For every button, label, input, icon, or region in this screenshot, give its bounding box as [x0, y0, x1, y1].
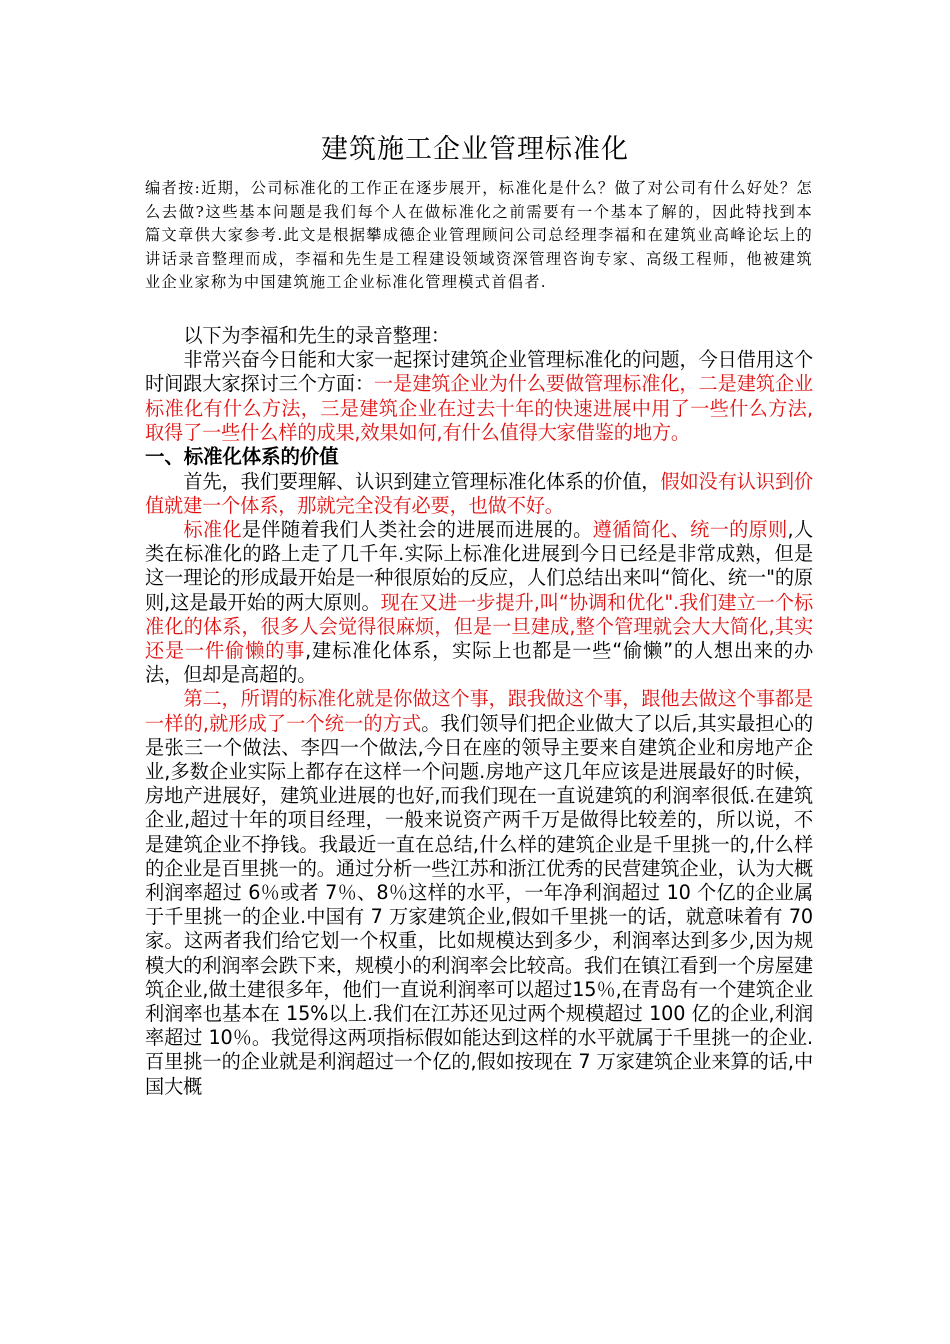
- highlighted-text: 第二，所谓的标准化就是你做这个事，跟我做这个事，跟他去做这个事都是一样的,就形成了一个统一的方式: [145, 687, 813, 735]
- paragraph-text: ,人类在标准化的路上走了几千年.实际上标准化进展到今日已经是非常成熟，但是这一理论的形成最开始是一种很原始的反应，人们总结出来叫“简化、统一"的原则,这是最开始的两大原则。: [145, 517, 813, 614]
- editor-note: 编者按:近期，公司标准化的工作正在逐步展开，标准化是什么？做了对公司有什么好处？怎么去做?这些基本问题是我们每个人在做标准化之前需要有一个基本了解的，因此特找到本篇文章供大家参考.此文是根据攀成德企业管理顾问公司总经理李福和在建筑业高峰论坛上的讲话录音整理而成，李福和先生是工程建设领域资深管理咨询专家、高级工程师，他被建筑业企业家称为中国建筑施工企业标准化管理模式首倡者.: [145, 179, 813, 291]
- highlighted-text: 假如没有认识到价值就建一个体系，那就完全没有必要，也做不好。: [145, 469, 813, 517]
- paragraph-text: ,建标准化体系，实际上也都是一些“偷懒”的人想出来的办法，但却是高超的。: [145, 638, 813, 687]
- paragraph-text: 首先，我们要理解、认识到建立管理标准化体系的价值，: [183, 469, 661, 493]
- paragraph-text: 。我们领导们把企业做大了以后,其实最担心的是张三一个做法、李四一个做法,今日在座的领导主要来自建筑企业和房地产企业,多数企业实际上都存在这样一个问题.房地产这几年应该是进展最好的时候，房地产进展好，建筑业进展的也好,而我们现在一直说建筑的利润率很低.在建筑企业,超过十年的项目经理，一般来说资产两千万是做得比较差的，所以说，不是建筑企业不挣钱。我最近一直在总结,什么样的建筑企业是千里挑一的,什么样的企业是百里挑一的。通过分析一些江苏和浙江优秀的民营建筑企业，认为大概利润率超过 6％或者 7％、8％这样的水平，一年净利润超过 10 个亿的企业属于千里挑一的企业.中国有 7 万家建筑企业,假如千里挑一的话，就意味着有 70 家。这两者我们给它划一个权重，比如规模达到多少，利润率达到多少,因为规模大的利润率会跌下来，规模小的利润率会比较高。我们在镇江看到一个房屋建筑企业,做土建很多年，他们一直说利润率可以超过15％,在青岛有一个建筑企业利润率也基本在 15%以上.我们在江苏还见过两个规模超过 100 亿的企业,利润率超过 10％。我觉得这两项指标假如能达到这样的水平就属于千里挑一的企业.百里挑一的企业就是利润超过一个亿的,假如按现在 7 万家建筑企业来算的话,中国大概: [145, 711, 813, 1098]
- paragraph-topics: [145, 348, 813, 445]
- highlighted-text: 一是建筑企业为什么要做管理标准化，二是建筑企业标准化有什么方法，三是建筑企业在过去十年的快速进展中用了一些什么方法,取得了一些什么样的成果,效果如何,有什么值得大家借鉴的地方。: [145, 372, 813, 444]
- paragraph-intro: 以下为李福和先生的录音整理：: [183, 324, 450, 347]
- highlighted-text: 现在又进一步提升,叫“协调和优化".我们建立一个标准化的体系，很多人会觉得很麻烦，但是一旦建成,整个管理就会大大简化,其实还是一件偷懒的事: [145, 590, 813, 662]
- highlighted-text: 遵循简化、统一的原则: [592, 517, 788, 541]
- paragraph-standardization: [145, 518, 813, 687]
- paragraph-text: 非常兴奋今日能和大家一起探讨建筑企业管理标准化的问题，今日借用这个时间跟大家探讨三个方面：: [145, 348, 813, 396]
- paragraph-second: [145, 687, 813, 1098]
- paragraph-text: 是伴随着我们人类社会的进展而进展的。: [241, 517, 593, 541]
- document-body: [145, 324, 813, 1099]
- document-title: 建筑施工企业管理标准化: [321, 134, 629, 165]
- section-heading: 一、标准化体系的价值: [145, 445, 339, 469]
- highlighted-text: 标准化: [183, 517, 242, 541]
- paragraph-value: [145, 470, 813, 518]
